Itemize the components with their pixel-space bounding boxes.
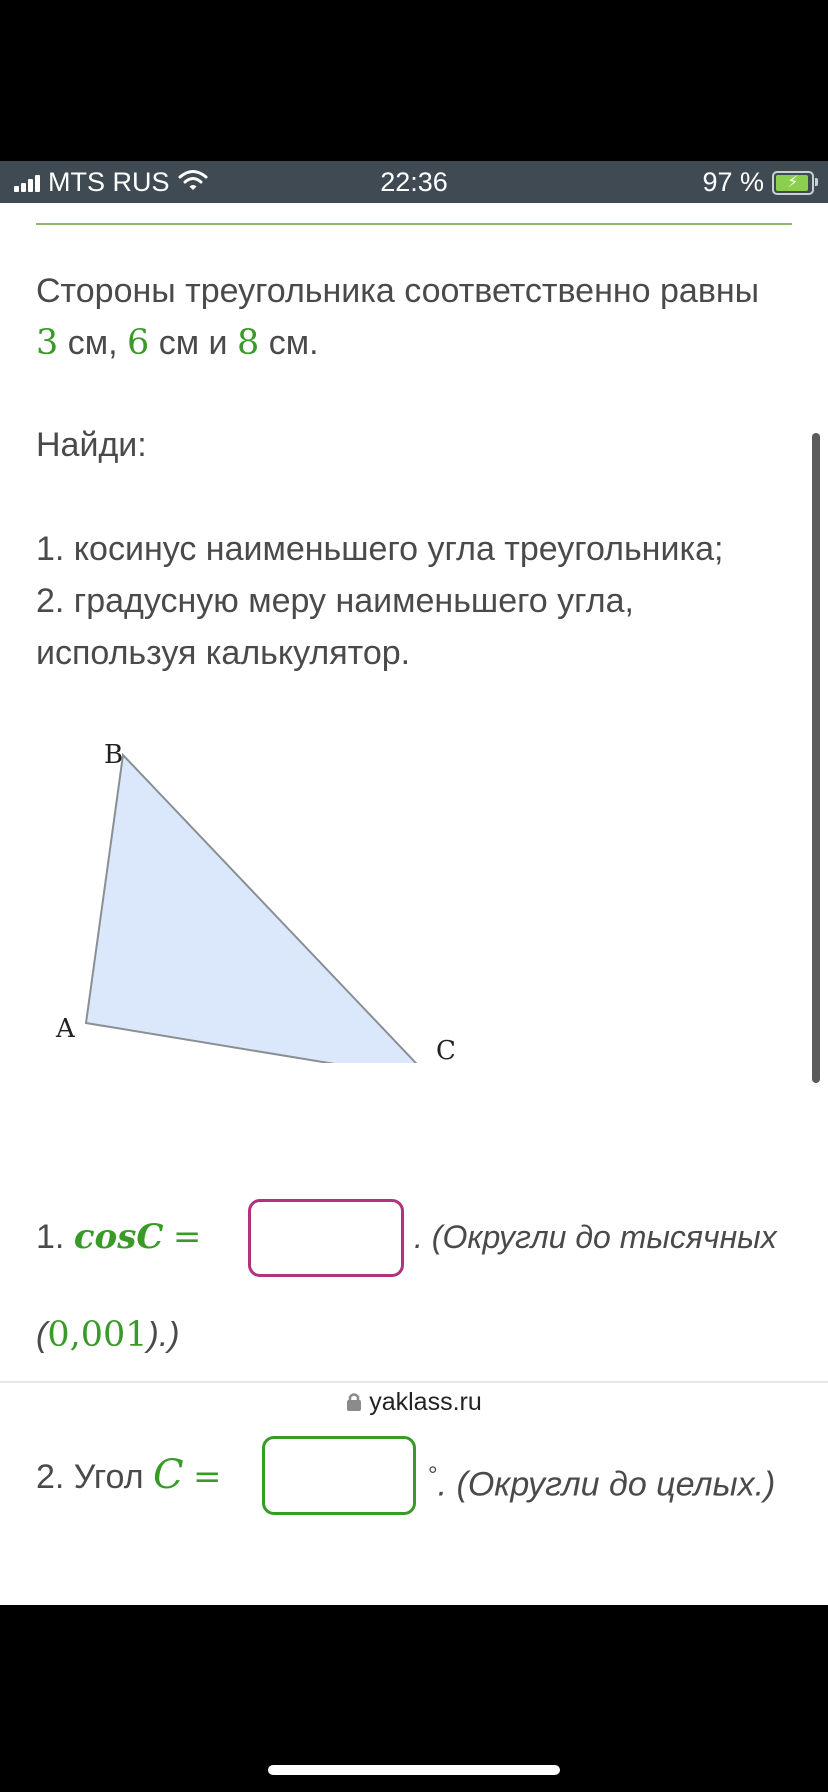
- battery-icon: [772, 171, 814, 195]
- question-1-line1: [36, 1211, 201, 1264]
- status-bar: [0, 161, 828, 203]
- hint-open-paren: (: [36, 1316, 48, 1354]
- battery-percent: 97 %: [702, 167, 764, 197]
- side-c-unit: см.: [259, 324, 319, 362]
- problem-statement-line2: [36, 317, 319, 370]
- hint-precision-value: 0,001: [47, 1315, 148, 1355]
- answer-input-angle-c[interactable]: [262, 1436, 416, 1515]
- triangle-figure: [40, 733, 480, 1068]
- question-1-number: 1.: [36, 1218, 65, 1256]
- carrier-name: MTS RUS: [48, 167, 170, 197]
- scrollbar[interactable]: [812, 433, 820, 1083]
- side-b-unit: см и: [149, 324, 237, 362]
- status-right: [702, 167, 814, 198]
- question-2-equals: =: [193, 1457, 222, 1497]
- side-c-value: 8: [237, 323, 260, 363]
- vertex-label-a: A: [56, 1014, 75, 1044]
- answer-input-cos-c[interactable]: [248, 1199, 404, 1277]
- home-indicator[interactable]: [268, 1765, 560, 1775]
- url-bar-divider: [0, 1381, 828, 1383]
- problem-statement-line1: Стороны треугольника соответственно равны: [36, 272, 760, 310]
- task-1: 1. косинус наименьшего угла треугольника;: [36, 530, 724, 568]
- question-2-line: [36, 1449, 222, 1504]
- lock-icon: [346, 1388, 369, 1416]
- question-2-hint: . (Округли до целых.): [437, 1465, 776, 1504]
- hint-close-paren: ).): [147, 1316, 180, 1354]
- question-1-equals: =: [172, 1217, 202, 1257]
- find-label: Найди:: [36, 426, 147, 464]
- question-2-prefix: 2. Угол: [36, 1458, 144, 1496]
- charging-bolt-icon: ⚡: [787, 173, 799, 191]
- task-2-line2: используя калькулятор.: [36, 634, 411, 672]
- side-a-value: 3: [36, 323, 59, 363]
- question-2-suffix: [428, 1449, 775, 1511]
- question-2-var: C: [152, 1452, 184, 1498]
- clock: 22:36: [380, 167, 448, 197]
- url-bar[interactable]: [0, 1388, 828, 1417]
- question-1-hint: . (Округли до тысячных: [414, 1219, 777, 1255]
- degree-sign: °: [428, 1462, 438, 1489]
- url-text: yaklass.ru: [369, 1388, 482, 1416]
- question-1-line2: [36, 1309, 180, 1362]
- question-1-expr: cosC: [73, 1217, 164, 1257]
- side-a-unit: см,: [58, 324, 127, 362]
- vertex-label-c: C: [436, 1036, 456, 1063]
- task-2-line1: 2. градусную меру наименьшего угла,: [36, 582, 634, 620]
- vertex-label-b: B: [104, 740, 124, 770]
- side-b-value: 6: [127, 323, 150, 363]
- triangle-shape: [86, 755, 432, 1063]
- section-divider: [36, 223, 792, 225]
